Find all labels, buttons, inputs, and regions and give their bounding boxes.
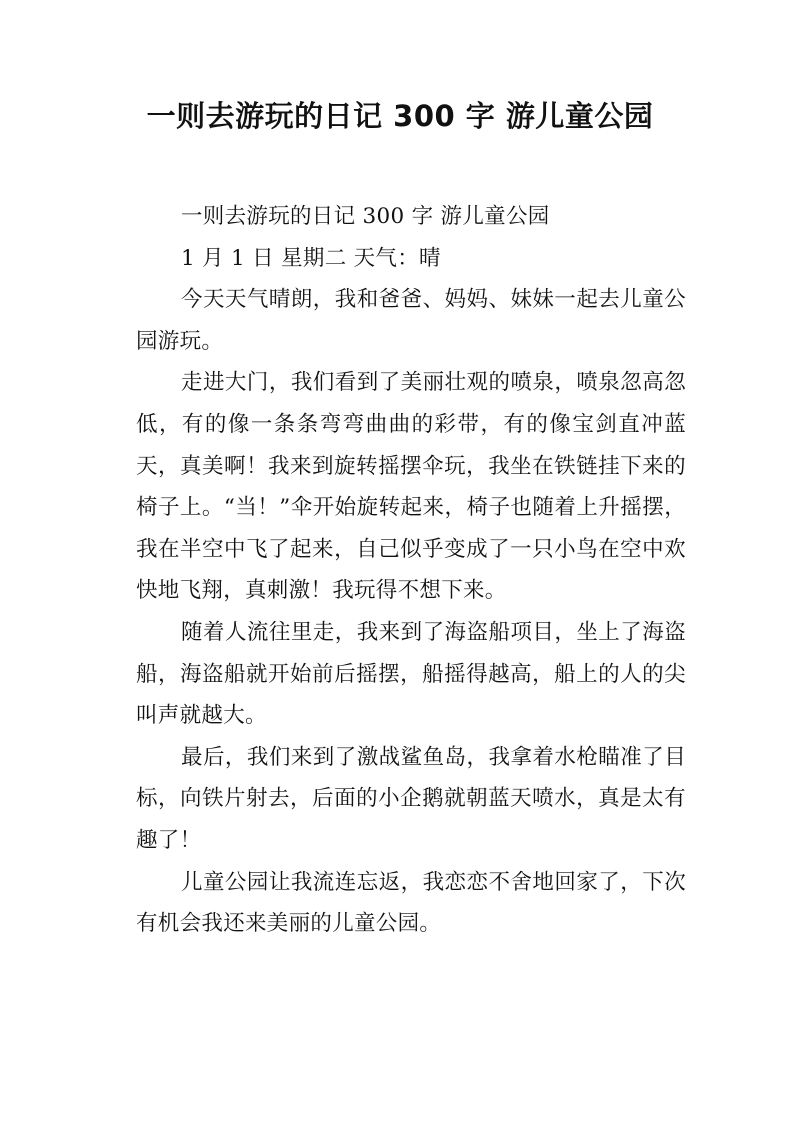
document-title: 一则去游玩的日记 300 字 游儿童公园 [146,99,654,133]
body-paragraph: 随着人流往里走，我来到了海盗船项目，坐上了海盗船，海盗船就开始前后摇摆，船摇得越高，船上的人的尖叫声就越大。 [136,619,686,729]
document-body [136,196,686,945]
date-weather-line: 1 月 1 日 星期二 天气：晴 [181,245,441,271]
body-paragraph: 走进大门，我们看到了美丽壮观的喷泉，喷泉忽高忽低，有的像一条条弯弯曲曲的彩带，有的像宝剑直冲蓝天，真美啊！我来到旋转摇摆伞玩，我坐在铁链挂下来的椅子上。“当！”伞开始旋转起来，椅子也随着上升摇摆，我在半空中飞了起来，自己似乎变成了一只小鸟在空中欢快地飞翔，真刺激！我玩得不想下来。 [136,370,686,604]
body-paragraph: 今天天气晴朗，我和爸爸、妈妈、妹妹一起去儿童公园游玩。 [136,287,686,354]
closing-paragraph: 儿童公园让我流连忘返，我恋恋不舍地回家了，下次有机会我还来美丽的儿童公园。 [136,869,686,937]
body-paragraph: 最后，我们来到了激战鲨鱼岛，我拿着水枪瞄准了目标，向铁片射去，后面的小企鹅就朝蓝天喷水，真是太有趣了！ [136,744,686,853]
subtitle-paragraph: 一则去游玩的日记 300 字 游儿童公园 [181,204,550,229]
